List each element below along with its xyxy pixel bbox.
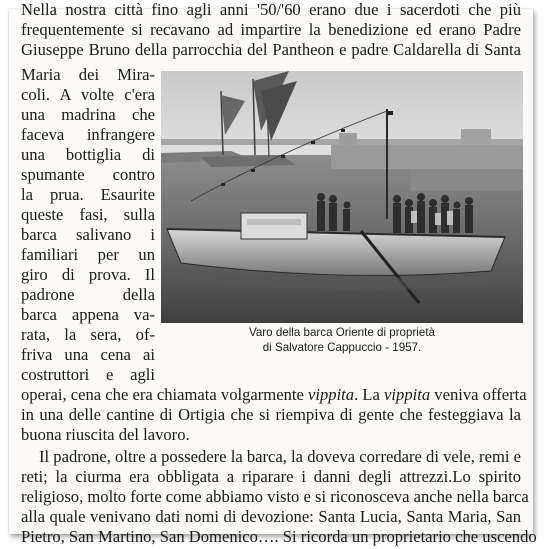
column-line: familiari per un <box>21 245 155 264</box>
text-line: frequentemente si recavano ad impartire la benedizione ed erano Padre <box>21 20 521 39</box>
column-line: queste fasi, sulla <box>21 205 155 224</box>
boat-launch-photo <box>161 71 523 323</box>
text-line: Pietro, San Martino, San Domenico…. Si ricorda un proprietario che uscendo <box>21 527 537 546</box>
text-line: religioso, molto forte come abbiamo visto e si riconosceva anche nella barca <box>21 487 529 506</box>
text-line: Il padrone, oltre a possedere la barca, la doveva corredare di vele, remi e <box>39 447 521 466</box>
column-line: una madrina che <box>21 105 155 124</box>
text-line: Giuseppe Bruno della parrocchia del Pantheon e padre Caldarella di Santa <box>21 40 521 59</box>
text-line: alla quale venivano dati nomi di devozione: Santa Lucia, Santa Maria, San <box>21 507 521 526</box>
column-line: spumante contro <box>21 165 155 184</box>
column-line: Maria dei Mira- <box>21 65 155 84</box>
column-line: la prua. Esaurite <box>21 185 155 204</box>
book-page <box>9 0 537 546</box>
photo-caption-line: di Salvatore Cappuccio - 1957. <box>262 341 422 354</box>
text-line: reti; la ciurma era obbligata a riparare i danni degli attrezzi.Lo spirito <box>21 467 521 486</box>
column-line: padrone della <box>21 285 155 304</box>
column-line: faceva infrangere <box>21 125 155 144</box>
text-line: buona riuscita del lavoro. <box>21 425 190 444</box>
column-line: rata, la sera, of- <box>21 325 155 344</box>
photo-caption-line: Varo della barca Oriente di proprietà <box>248 326 436 339</box>
column-line: barca salivano i <box>21 225 155 244</box>
text-line: operai, cena che era chiamata volgarmente vippita. La vippita veniva offerta <box>21 385 527 404</box>
column-line: barca appena va- <box>21 305 155 324</box>
column-line: una bottiglia di <box>21 145 155 164</box>
column-line: friva una cena ai <box>21 345 155 364</box>
top-cut-line: Nella nostra città fino agli anni '50/'60 erano due i sacerdoti che più <box>21 0 521 19</box>
column-line: costruttori e agli <box>21 365 155 384</box>
column-line: coli. A volte c'era <box>21 85 155 104</box>
column-line: giro di prova. Il <box>21 265 155 284</box>
text-line: in una delle cantine di Ortigia che si riempiva di gente che festeggiava la <box>21 405 521 424</box>
